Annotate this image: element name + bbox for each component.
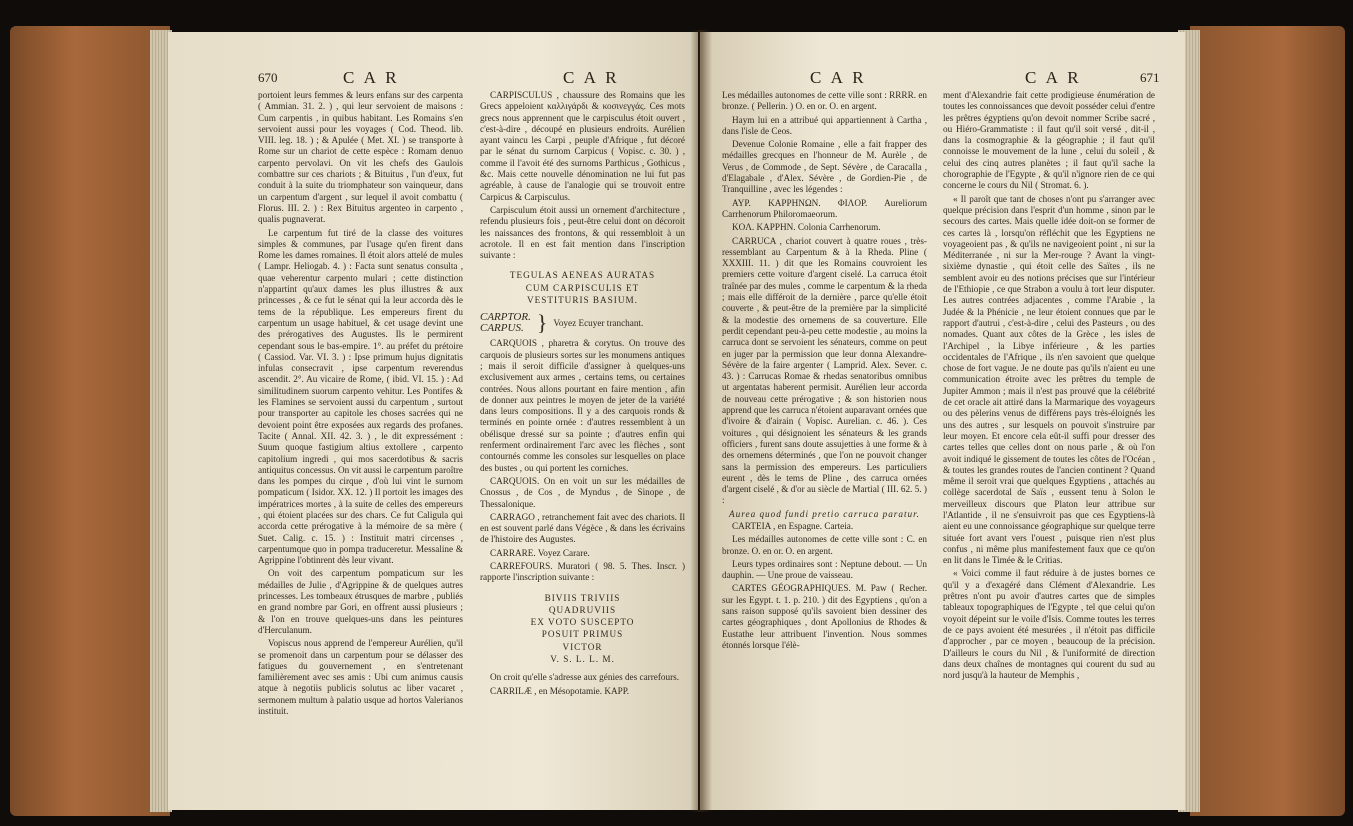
paragraph: CARQUOIS. On en voit un sur les médailles de Cnossus , de Cos , de Myndus , de Sinope , de Thessalonique. [480, 475, 685, 509]
brace-glyph: } [536, 310, 548, 336]
inscription-line: BIVIIS TRIVIIS [544, 592, 621, 603]
book-gutter [690, 30, 712, 812]
paragraph: CARPISCULUS , chaussure des Romains que les Grecs appeloient καλλιγάρδι & κοσινεγγάς. Ces mots grecs nous apprennent que le carpisculus étoit ouvert , c'est-à-dire , découpé en plusieurs endroits. Aurélien ayant vaincu les Carpi , peuple d'Afrique , fut décoré par le sénat du surnom Carpicus ( Vopisc. c. 30. ) , comme il l'avoit été des surnoms Parthicus , Gothicus , &c. Mais cette nouvelle dénomination ne lui fut pas agréable, à cause de l'analogie qui se trouvoit entre Carpicus & Carpisculus. [480, 90, 685, 202]
paragraph: « Il paroît que tant de choses n'ont pu s'arranger avec quelque précision dans l'esprit d'un homme , sinon par le secours des cartes. Mais quelle idée doit-on se former de ces cartes là , lorsqu'on réfléchit que les Egyptiens ne voyageoient pas , & qu'ils ne navigeoient point , ni sur la Méditerranée , ni sur la Mer-rouge ? Avant la vingt-sixième dynastie , qui étoit celle des Saïtes , ils ne semblent avoir eu des notions précises que sur l'intérieur de l'Ethiopie , ce que Strabon a voulu à tort leur disputer. Les autres contrées adjacentes , comme l'Arabie , la Judée & la Phénicie , ne leur étoient connues que par le rapport d'autrui , c'est-à-dire , celui des Pasteurs , ou des nomades. Quant aux côtes de la Grèce , les isles de l'Archipel , la Libye inférieure , & les parties occidentales de l'Afrique , ils n'en savoient que quelque chose de fort vague. Je ne doute pas qu'ils n'aient eu une communication étroite avec les prêtres du temple de Jupiter Ammon ; mais il n'est pas prouvé que la célébrité de cet oracle ait attiré dans la Marmarique des voyageurs ou des pèlerins venus de différens pays très-éloignés les uns des autres , sur lesquels on pouvoit s'instruire par leur moyen. Et encore cela eût-il suffi pour dresser des cartes telles que celles dont on nous parle , & où l'on avoit indiqué le gissement de toutes les côtes de l'Océan , & toutes les grandes routes de l'ancien continent ? Quand même il seroit vrai que quelques Egyptiens , attachés au collège sacerdotal de Saïs , eussent tenu à Solon le merveilleux discours que Platon leur attribue sur l'Atlantide , il ne s'ensuivroit pas que ces Egyptiens-là aient eu une connoissance géographique sur quelque terre située fort avant vers l'ouest , puisque rien n'est plus confus , ni même plus manifestement faux que ce qu'on en lit dans le Timée & le Critias. [943, 193, 1155, 566]
inscription-line: CUM CARPISCULIS ET [525, 282, 640, 293]
text-column [258, 90, 463, 719]
paragraph: ment d'Alexandrie fait cette prodigieuse énumération de toutes les connoissances que devoit posséder celui d'entre les prêtres égyptiens qu'on devoit nommer Scribe sacré , ou Hiéro-Grammatiste : il faut qu'il soit versé , dit-il , dans la cosmographie & la géographie ; il faut qu'il connoisse le mouvement de la lune , celui du soleil , & celui des cinq autres planètes ; il faut qu'il sache la chorographie de l'Egypte , & qu'il n'ignore rien de ce qui concerne le cours du Nil ( Stromat. 6. ). [943, 90, 1155, 191]
running-head: C A R [1025, 68, 1082, 87]
paragraph: CARTEIA , en Espagne. Carteia. [732, 520, 854, 531]
paragraph: CARREFOURS. Muratori ( 98. 5. Thes. Inscr. ) rapporte l'inscription suivante : [480, 560, 685, 583]
paragraph: Le carpentum fut tiré de la classe des voitures simples & communes, par l'usage qu'en firent dans Rome les dames romaines. Il étoit alors attelé de mules ( Lampr. Heliogab. 4. ) : Facta sunt senatus consulta , quae veherentur carpento mulari ; cette distinction n'appartint qu'aux dames les plus illustres & aux princesses , & ce fut le sénat qui la leur accorda dès le tems de la république. Les empereurs firent du carpentum un usage habituel, & cet usage devint une des prérogatives des Augustes. Ils le permirent cependant sous le bas-empire. 1°. au préfet du prétoire ( Cassiod. Var. VI. 3. ) : Ipse primum hujus dignitatis infulas consecravit , ipse carpentum reverendus ascendit. 2°. Au vicaire de Rome, ( ibid. VI. 15. ) : Ad similitudinem suorum carpento vehitur. Les Pontifes & les Flamines se servoient aussi du carpentum , surtout pour transporter au capitole les choses sacrées qui ne devoient point être exposées aux regards des profanes. Tacite ( Annal. XII. 42. 3. ) , le dit expressément : Suum quoque fastigium altius extollere , carpento capitolium ingredi , qui mos sacerdotibus & sacris antiquitus concessus. On vit aussi le carpentum paroître dans les pompes du cirque , d'où lui vint le surnom pompaticum ( Isidor. XX. 12. ) Il portoit les images des impératrices mortes , à la suite de celles des empereurs , qui étoient placées sur des chars. Ce fut Caligula qui accorda cette prérogative à la mémoire de sa mère ( Suet. Calig. c. 15. ) : Instituit matri circenses , carpentumque quo in pompa traduceretur. Messaline & Agrippine l'obtinrent dès leur vivant. [258, 227, 463, 566]
inscription-line: EX VOTO SUSCEPTO [530, 617, 635, 628]
paragraph: KOΛ. KAPPHN. Colonia Carrhenorum. [732, 222, 881, 233]
paragraph: On voit des carpentum pompaticum sur les médailles de Julie , d'Agrippine & de quelques autres princesses. Les tombeaux étrusques de marbre , publiés en grand nombre par Gori, en offrent aussi plusieurs ; & l'on en trouve quelques-uns dans les peintures d'Herculanum. [258, 568, 463, 635]
inscription-line: VICTOR [562, 641, 603, 652]
paragraph: Vopiscus nous apprend de l'empereur Aurélien, qu'il se promenoit dans un carpentum pour se délasser des fatigues du gouvernement , en s'entretenant familièrement avec ses amis : Ubi cum animus causis atque à negotiis publicis solutus ac liber vacaret , sermonem multum à palatio usque ad hortos Valerianos instituit. [258, 638, 463, 717]
text-column [722, 90, 927, 653]
paragraph: CARTES GÉOGRAPHIQUES. M. Paw ( Recher. sur les Egypt. t. 1. p. 210. ) dit des Egyptiens , qu'on a sans raison supposé qu'ils savoient bien dessiner des cartes géographiques , dont Apollonius de Rhodes & Eustathe leur attribuent l'invention. Nous sommes étonnés lorsque l'élè- [722, 583, 927, 650]
headword: CARPUS. [480, 322, 524, 335]
cross-reference [480, 312, 685, 334]
verse-quote: Aurea quod fundi pretio carruca paratur. [729, 508, 920, 519]
left-page [168, 32, 698, 810]
paragraph: Leurs types ordinaires sont : Neptune debout. — Un dauphin. — Une proue de vaisseau. [722, 558, 927, 581]
paragraph: CARRUCA , chariot couvert à quatre roues , très-ressemblant au Carpentum & à la Rheda. Pline ( XXXIII. 11. ) dit que les Romains couvroient les premiers cette voiture d'argent ciselé. La carruca étoit traînée par des mules , comme le carpentum & la rheda ; mais elle différoit de la dernière , parce qu'elle étoit couverte , & peut-être de la première par la simplicité & la modestie des ornemens de sa couverture. Elle perdit cependant peu-à-peu cette modestie , au moins la carruca dont se servoient les sénateurs, comme on peut en juger par la permission que leur donna Alexandre-Sévère de la faire argenter ( Lamprid. Alex. Sever. c. 43. ) : Carrucas Romae & rhedas senatoribus omnibus ut argentatas haberent permisit. Aurélien leur accorda de nouveau cette prérogative ; & son historien nous apprend que les carruca n'étoient auparavant ornées que d'ivoire & d'airain ( Vopisc. Aurelian. c. 46. ). Ces voitures , qui désignoient les sénateurs & les grands officiers , furent sans doute assujetties à une forme & à des ornemens déterminés , que l'on ne pouvoit changer sans la permission des empereurs. Les particuliers eurent , dès le tems de Pline , des carruca ornées d'argent ciselé , & d'or au siècle de Martial ( III. 62. 5. ) : [722, 235, 927, 506]
cross-reference-text: Voyez Ecuyer tranchant. [553, 317, 644, 328]
paragraph: AYP. KAPPHNΩN. ΦIΛOP. Aureliorum Carrhenorum Philoromaeorum. [722, 197, 927, 219]
paragraph: Haym lui en a attribué qui appartiennent à Cartha , dans l'isle de Ceos. [722, 114, 927, 136]
text-column [480, 90, 685, 699]
paragraph: CARRILÆ , en Mésopotamie. KAPP. [490, 685, 630, 696]
paragraph: Devenue Colonie Romaine , elle a fait frapper des médailles grecques en l'honneur de M. Aurèle , de Verus , de Commode , de Sept. Sévère , de Caracalla , d'Elagabale , d'Alex. Sévère , de Gordien-Pie , de Tranquilline , avec les légendes : [722, 139, 927, 195]
inscription-line: V. S. L. L. M. [550, 654, 615, 665]
paragraph: portoient leurs femmes & leurs enfans sur des carpenta ( Ammian. 31. 2. ) , qui leur servoient de maisons : Cum carpentis , in quibus habitant. Les Romains s'en servoient aussi pour les voyages ( Cod. Theod. lib. VIII. leg. 18. ) ; & Apulée ( Met. XI. ) se transporte à Rome sur un chariot de cette espèce : Romam denuo carpento pervolavi. On vit les chefs des Gaulois combattre sur ces chariots ; & Bituitus , l'un d'eux, fut conduit à la suite du triomphateur son vainqueur, dans un carpentum d'argent , sur lequel il avoit combattu ( Florus. III. 2. ) : Rex Bituitus argenteo in carpento , qualis pugnaverat. [258, 90, 463, 225]
paragraph: « Voici comme il faut réduire à de justes bornes ce qu'il y a d'exagéré dans Clément d'Alexandrie. Les prêtres n'ont pu avoir d'autres cartes que de simples tableaux topographiques de l'Egypte , tel que celui qu'on voyoit dépeint sur le voile d'Isis. Comme toutes les terres de ce pays avoient été mesurées , il n'étoit pas difficile d'approcher , par ce moyen , beaucoup de la précision. D'ailleurs le cours du Nil , & l'uniformité de direction dans deux chaînes de montagnes qui courent du sud au nord jusqu'à la hauteur de Memphis , [943, 568, 1155, 681]
paragraph: CARRAGO , retranchement fait avec des chariots. Il en est souvent parlé dans Végèce , & dans les écrivains de l'histoire des Augustes. [480, 511, 685, 545]
paragraph: On croit qu'elle s'adresse aux génies des carrefours. [490, 672, 680, 683]
page-number: 671 [1140, 70, 1160, 85]
running-head: C A R [563, 68, 620, 87]
right-page [700, 32, 1185, 810]
running-head: C A R [343, 68, 400, 87]
text-column [943, 90, 1155, 683]
paragraph: Carpisculum étoit aussi un ornement d'architecture , refendu plusieurs fois , peut-être celui dont on décoroit les naissances des frontons, & qui ressembloit à un acrotole. Il en est fait mention dans l'inscription suivante : [480, 204, 685, 261]
book-cover-right [1190, 26, 1345, 816]
headword: CARPTOR. [480, 311, 531, 324]
paragraph: CARRARE. Voyez Carare. [490, 547, 590, 558]
running-head: C A R [810, 68, 867, 87]
paragraph: Les médailles autonomes de cette ville sont : RRRR. en bronze. ( Pellerin. ) O. en or. O. en argent. [722, 90, 927, 112]
inscription-line: VESTITURIS BASIUM. [527, 295, 638, 306]
inscription-line: TEGULAS AENEAS AURATAS [509, 270, 656, 281]
page-number: 670 [258, 70, 278, 85]
paragraph: CARQUOIS , pharetra & corytus. On trouve des carquois de plusieurs sortes sur les monumens antiques ; mais il seroit difficile d'assigner à quelques-uns exclusivement aux armes , certains tems, ou certaines contrées. Nous allons pourtant en faire mention , afin de donner aux peintres le moyen de jeter de la variété dans leurs compositions. Il y a des carquois ronds & terminés en pointe ornée : d'autres ressemblent à un obélisque dressé sur sa pointe ; d'autres enfin qui renferment ordinairement l'arc avec les flèches , sont contournés comme les consoles sur lesquelles on place des bustes , ou qui portent les corniches. [480, 338, 685, 473]
inscription-line: POSUIT PRIMUS [541, 629, 624, 640]
book-cover-left [10, 26, 170, 816]
paragraph: Les médailles autonomes de cette ville sont : C. en bronze. O. en or. O. en argent. [722, 534, 927, 556]
inscription-line: QUADRUVIIS [548, 604, 617, 615]
